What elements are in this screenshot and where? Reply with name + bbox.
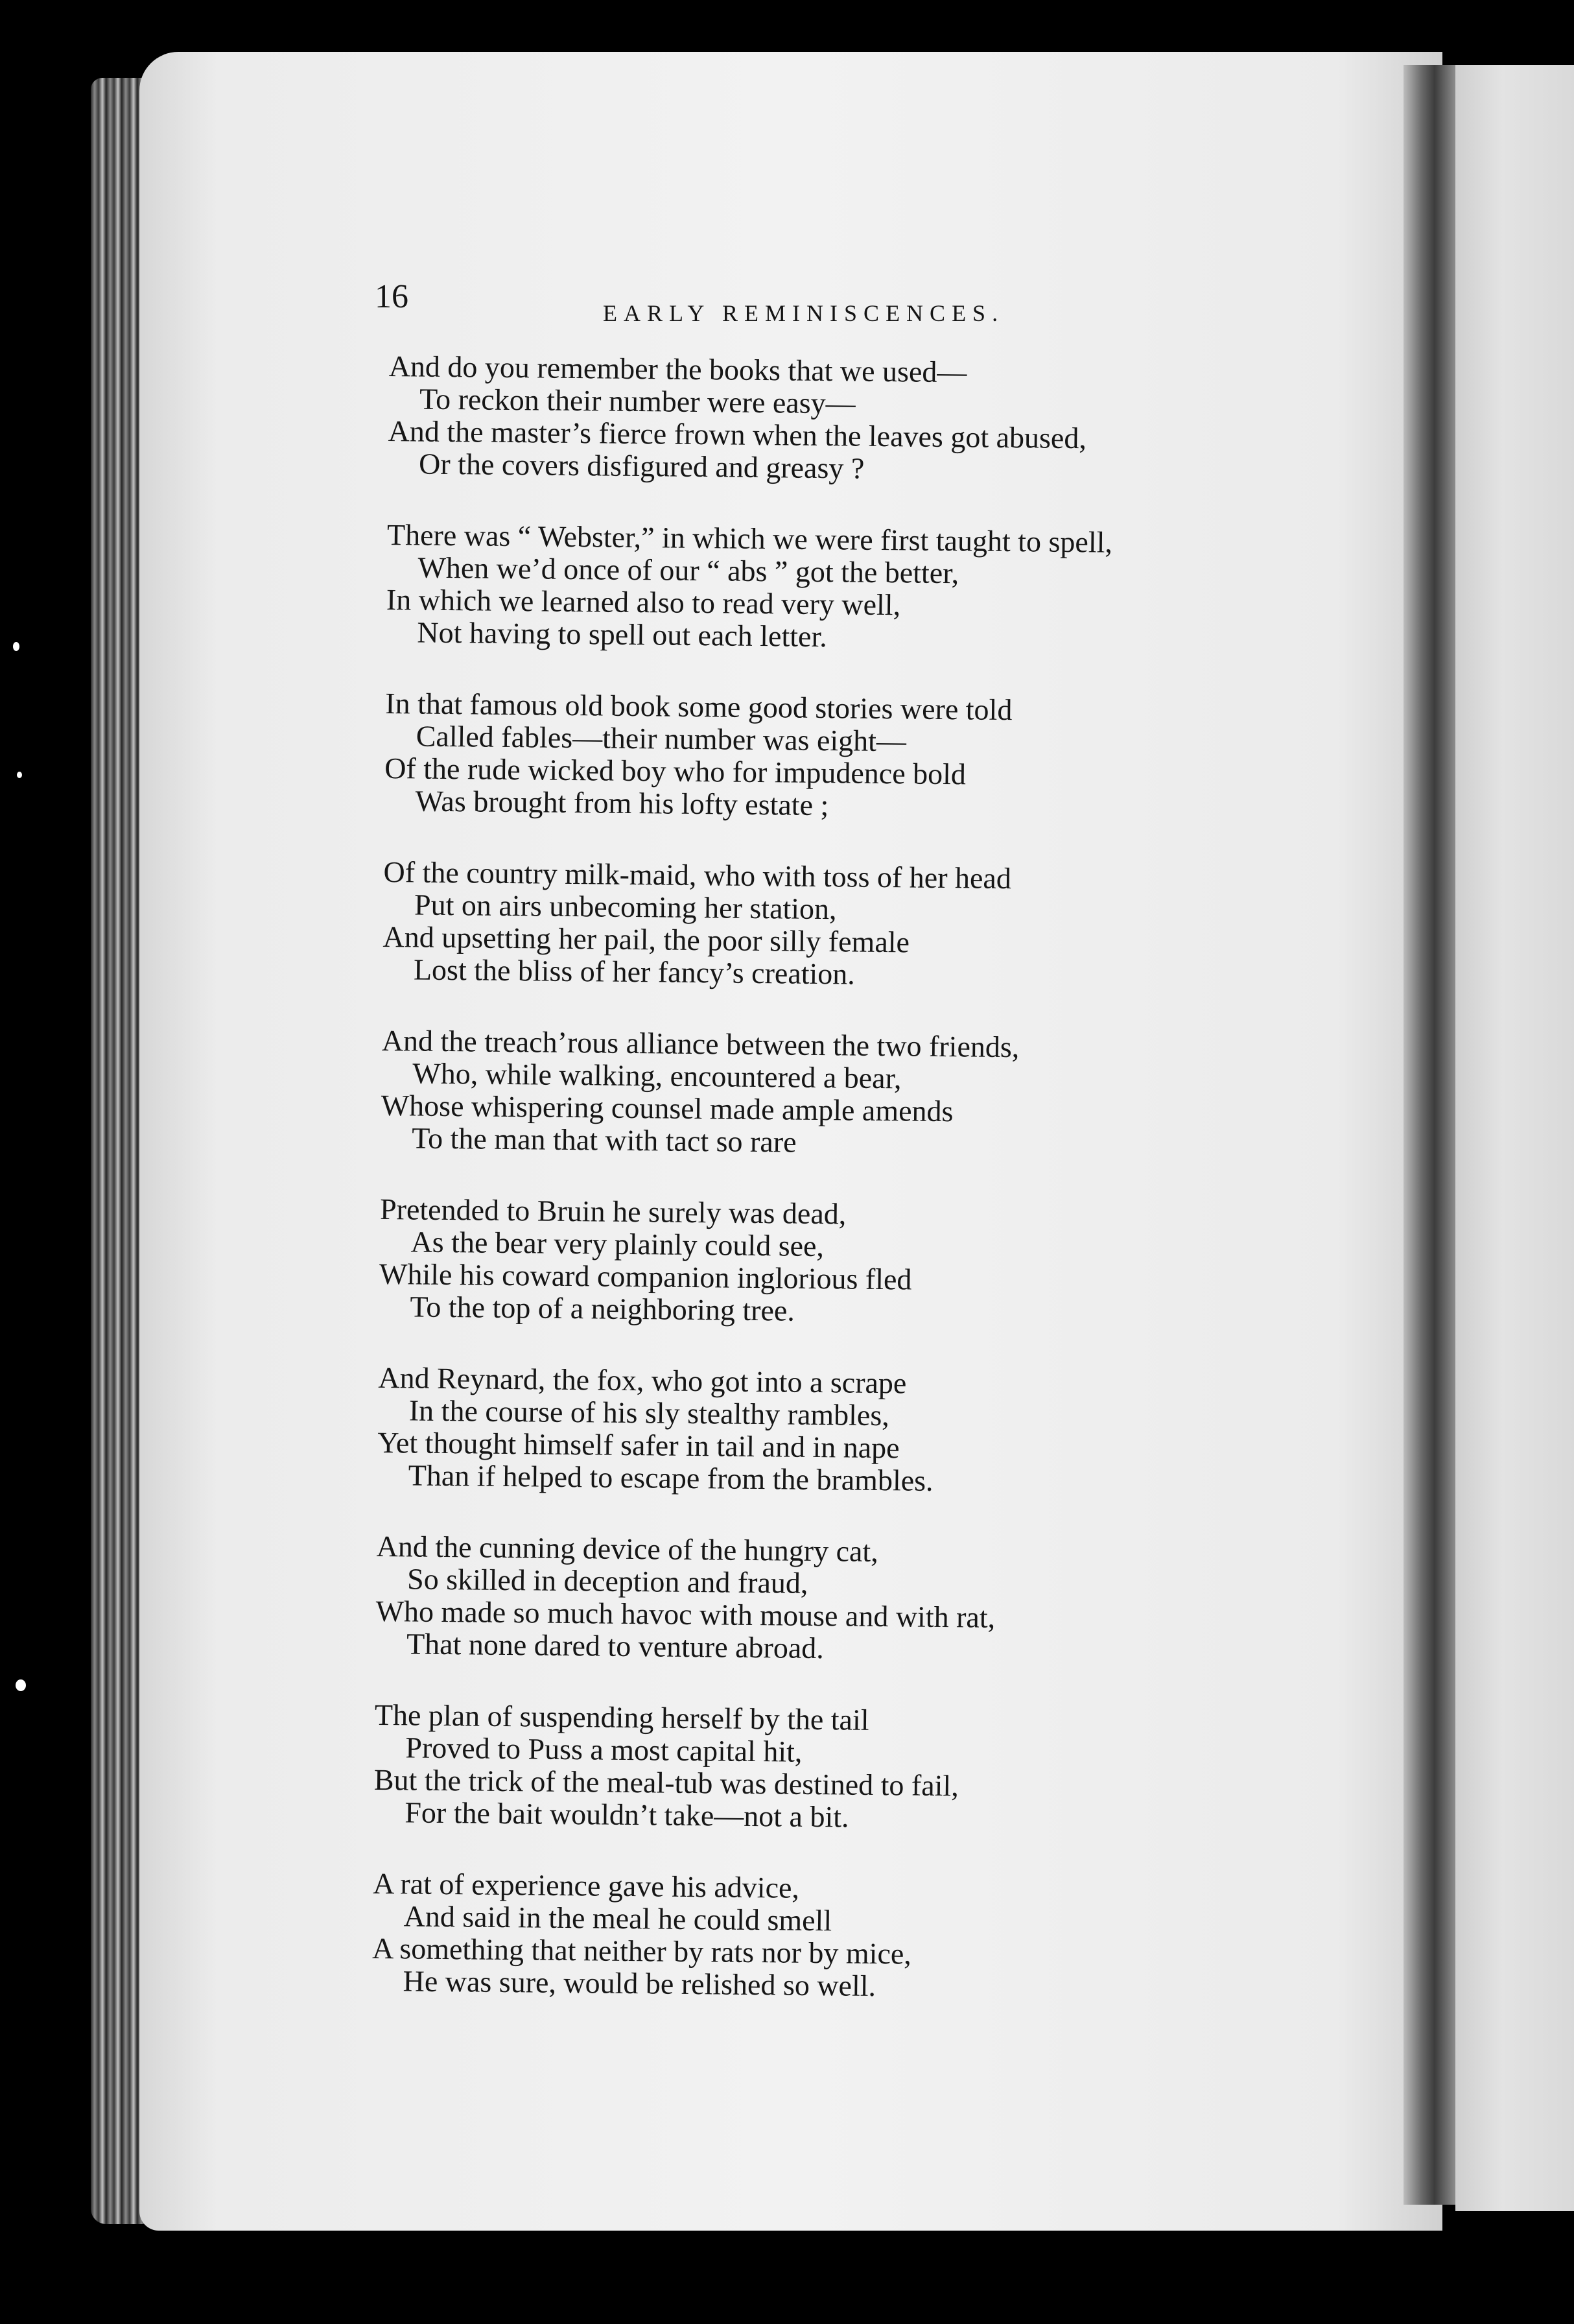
page-number: 16: [375, 278, 408, 315]
poem-line: In the course of his sly stealthy rambles,: [408, 1393, 890, 1432]
poem-line: Was brought from his lofty estate ;: [415, 784, 829, 822]
poem-line: Whose whispering counsel made ample amends: [381, 1088, 954, 1128]
poem-line: While his coward companion inglorious fled: [379, 1257, 912, 1296]
poem-line: A something that neither by rats nor by mice,: [371, 1931, 912, 1971]
poem-line: Not having to spell out each letter.: [417, 615, 828, 654]
film-speck: [13, 642, 19, 651]
poem-line: Yet thought himself safer in tail and in nape: [377, 1425, 900, 1465]
poem-line: And do you remember the books that we used—: [388, 350, 967, 389]
poem-line: The plan of suspending herself by the tail: [374, 1698, 869, 1737]
poem-line: To the man that with tact so rare: [412, 1121, 797, 1159]
poem-line: In which we learned also to read very well,: [386, 582, 901, 622]
poem-line: Put on airs unbecoming her station,: [414, 888, 837, 926]
poem-line: And upsetting her pail, the poor silly female: [382, 919, 910, 959]
poem-line: And said in the meal he could smell: [403, 1899, 832, 1938]
stanza-8: [375, 1530, 1375, 1670]
book-gutter: [1404, 65, 1455, 2205]
poem-line: There was “ Webster,” in which we were first taught to spell,: [386, 517, 1113, 559]
poem-line: Lost the bliss of her fancy’s creation.: [413, 953, 856, 991]
poem-line: But the trick of the meal-tub was destined to fail,: [373, 1762, 959, 1803]
film-speck: [17, 772, 22, 778]
poem-line: And the cunning device of the hungry cat,: [376, 1529, 879, 1569]
stanza-5: [381, 1025, 1380, 1165]
poem-body: [371, 350, 1387, 2046]
poem-line: Of the country milk-maid, who with toss of her head: [383, 855, 1012, 895]
poem-line: A rat of experience gave his advice,: [372, 1866, 800, 1904]
poem-line: For the bait wouldn’t take—not a bit.: [405, 1796, 849, 1834]
poem-line: So skilled in deception and fraud,: [406, 1562, 808, 1600]
poem-line: He was sure, would be relished so well.: [403, 1964, 876, 2003]
running-head: EARLY REMINISCENCES.: [603, 300, 1005, 326]
poem-line: As the bear very plainly could see,: [410, 1225, 825, 1263]
poem-line: Who, while walking, encountered a bear,: [412, 1056, 902, 1095]
poem-line: To the top of a neighboring tree.: [410, 1290, 795, 1327]
poem-line: That none dared to venture abroad.: [406, 1627, 825, 1665]
poem-line: Pretended to Bruin he surely was dead,: [379, 1192, 847, 1231]
facing-page-edge: [1455, 65, 1574, 2211]
stanza-4: [382, 856, 1382, 996]
poem-line: Who made so much havoc with mouse and with rat,: [375, 1594, 996, 1634]
poem-line: Than if helped to escape from the brambles.: [408, 1458, 934, 1497]
film-speck: [16, 1679, 26, 1691]
poem-line: Or the covers disfigured and greasy ?: [418, 447, 865, 485]
poem-line: And the master’s fierce frown when the leaves got abused,: [388, 414, 1087, 455]
poem-line: Of the rude wicked boy who for impudence bold: [384, 751, 967, 791]
poem-line: In that famous old book some good stories were told: [385, 686, 1013, 727]
stanza-3: [384, 687, 1383, 827]
poem-line: Proved to Puss a most capital hit,: [405, 1731, 803, 1768]
poem-line: When we’d once of our “ abs ” got the better,: [417, 551, 959, 590]
stanza-10: [371, 1868, 1371, 2008]
stanza-2: [386, 519, 1385, 659]
poem-line: And Reynard, the fox, who got into a scrape: [378, 1360, 907, 1400]
stanza-7: [377, 1362, 1377, 1502]
poem-line: To reckon their number were easy—: [419, 382, 856, 420]
poem-line: Called fables—their number was eight—: [416, 719, 907, 758]
stanza-1: [388, 350, 1387, 490]
stanza-6: [379, 1193, 1378, 1333]
stanza-9: [373, 1699, 1373, 1839]
poem-line: And the treach’rous alliance between the two friends,: [381, 1023, 1020, 1064]
